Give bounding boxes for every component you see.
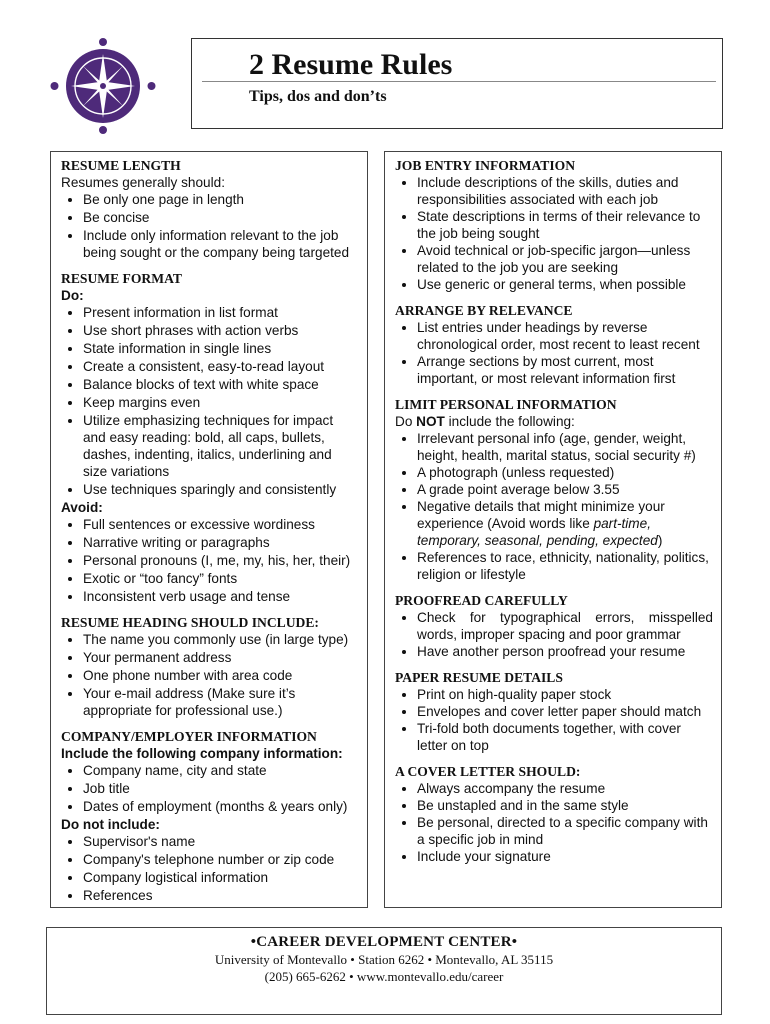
list-item: • Always accompany the resume	[417, 780, 713, 797]
section-resume-length	[61, 157, 359, 261]
list-item: • Arrange sections by most current, most important, or most relevant information first	[417, 353, 713, 387]
right-column	[384, 151, 722, 908]
list-item	[417, 498, 713, 549]
include-label: Include the following company information:	[61, 746, 343, 761]
list-item: • References	[83, 887, 359, 904]
list-item: • Be unstapled and in the same style	[417, 797, 713, 814]
avoid-label: Avoid:	[61, 500, 103, 515]
section-proofread	[395, 592, 713, 660]
bullet-list	[395, 686, 713, 754]
section-cover-letter	[395, 763, 713, 865]
section-title: PROOFREAD CAREFULLY	[395, 593, 568, 608]
list-item: • Use techniques sparingly and consistently	[83, 481, 359, 498]
bullet-list	[395, 319, 713, 387]
list-item: • Be personal, directed to a specific company with a specific job in mind	[417, 814, 713, 848]
list-item: • State information in single lines	[83, 340, 359, 357]
list-item: • Job title	[83, 780, 359, 797]
intro-pre: Do	[395, 414, 417, 429]
list-item: • Company name, city and state	[83, 762, 359, 779]
list-item: • One phone number with area code	[83, 667, 359, 684]
list-item: • Full sentences or excessive wordiness	[83, 516, 359, 533]
list-item: • State descriptions in terms of their relevance to the job being sought	[417, 208, 713, 242]
list-item: • References to race, ethnicity, nationality, politics, religion or lifestyle	[417, 549, 713, 583]
list-item: • Your e-mail address (Make sure it’s appropriate for professional use.)	[83, 685, 359, 719]
list-item: • Have another person proofread your resume	[417, 643, 713, 660]
section-title: RESUME HEADING SHOULD INCLUDE:	[61, 615, 319, 630]
list-item: • Company's telephone number or zip code	[83, 851, 359, 868]
list-item: • Your permanent address	[83, 649, 359, 666]
section-job-entry	[395, 157, 713, 293]
bullet-list	[61, 833, 359, 904]
section-title: LIMIT PERSONAL INFORMATION	[395, 397, 617, 412]
bullet-list	[395, 780, 713, 865]
list-item: • Include your signature	[417, 848, 713, 865]
bullet-list	[61, 191, 359, 261]
list-item: • Utilize emphasizing techniques for impact and easy reading: bold, all caps, bullets, dashes, indenting, italics, underlining and size variations	[83, 412, 359, 480]
list-item: • Supervisor's name	[83, 833, 359, 850]
bullet-list	[61, 762, 359, 815]
compass-logo	[50, 38, 156, 134]
list-item: • Inconsistent verb usage and tense	[83, 588, 359, 605]
section-title: RESUME FORMAT	[61, 271, 182, 286]
list-item: • Include descriptions of the skills, duties and responsibilities associated with each job	[417, 174, 713, 208]
list-item: • Irrelevant personal info (age, gender, weight, height, health, marital status, social security #)	[417, 430, 713, 464]
exclude-label: Do not include:	[61, 817, 160, 832]
section-title: COMPANY/EMPLOYER INFORMATION	[61, 729, 317, 744]
list-item: • Include only information relevant to the job being sought or the company being targeted	[83, 227, 359, 261]
section-title: A COVER LETTER SHOULD:	[395, 764, 581, 779]
list-item: • Exotic or “too fancy” fonts	[83, 570, 359, 587]
section-intro: Resumes generally should:	[61, 175, 225, 190]
list-item: • Personal pronouns (I, me, my, his, her, their)	[83, 552, 359, 569]
bullet-list	[61, 304, 359, 498]
intro-bold: NOT	[416, 414, 445, 429]
bullet-list	[61, 631, 359, 719]
section-arrange-relevance	[395, 302, 713, 387]
left-column	[50, 151, 368, 908]
list-item: • Narrative writing or paragraphs	[83, 534, 359, 551]
page-title: 2 Resume Rules	[249, 48, 453, 81]
title-rule	[202, 81, 716, 82]
list-item: • Create a consistent, easy-to-read layout	[83, 358, 359, 375]
section-company-info	[61, 728, 359, 904]
bullet-list	[61, 516, 359, 605]
list-item: • Use generic or general terms, when possible	[417, 276, 713, 293]
header-box	[191, 38, 723, 129]
do-label: Do:	[61, 288, 84, 303]
list-item: • Avoid technical or job-specific jargon—unless related to the job you are seeking	[417, 242, 713, 276]
list-item: • Present information in list format	[83, 304, 359, 321]
list-item: • Print on high-quality paper stock	[417, 686, 713, 703]
list-item: • Company logistical information	[83, 869, 359, 886]
footer-box	[46, 927, 722, 1015]
list-item: • Use short phrases with action verbs	[83, 322, 359, 339]
list-item: • Be concise	[83, 209, 359, 226]
list-item: • List entries under headings by reverse chronological order, most recent to least recent	[417, 319, 713, 353]
section-title: PAPER RESUME DETAILS	[395, 670, 563, 685]
section-title: JOB ENTRY INFORMATION	[395, 158, 576, 173]
footer-org: •CAREER DEVELOPMENT CENTER•	[250, 934, 518, 950]
bullet-list	[395, 430, 713, 583]
list-item: • A grade point average below 3.55	[417, 481, 713, 498]
section-resume-format	[61, 270, 359, 605]
section-title: ARRANGE BY RELEVANCE	[395, 303, 573, 318]
list-item: • Dates of employment (months & years only)	[83, 798, 359, 815]
list-item: • Envelopes and cover letter paper should match	[417, 703, 713, 720]
bullet-list	[395, 609, 713, 660]
section-title: RESUME LENGTH	[61, 158, 181, 173]
section-resume-heading	[61, 614, 359, 719]
footer-address: University of Montevallo • Station 6262 • Montevallo, AL 35115	[214, 952, 554, 967]
page-subtitle: Tips, dos and don’ts	[249, 88, 387, 105]
bullet-list	[395, 174, 713, 293]
section-limit-personal	[395, 396, 713, 583]
negative-post: )	[657, 533, 663, 548]
list-item: • Be only one page in length	[83, 191, 359, 208]
list-item: • Balance blocks of text with white space	[83, 376, 359, 393]
negative-italic: part-time, temporary, seasonal, pending, expected	[417, 516, 658, 548]
section-intro	[395, 413, 713, 430]
list-item: • The name you commonly use (in large type)	[83, 631, 359, 648]
footer-contact: (205) 665-6262 • www.montevallo.edu/career	[264, 969, 504, 984]
list-item: • Keep margins even	[83, 394, 359, 411]
section-paper-details	[395, 669, 713, 754]
negative-pre: Negative details that might minimize your experience (Avoid words like	[417, 499, 665, 531]
intro-post: include the following:	[444, 414, 575, 429]
list-item: • Tri-fold both documents together, with cover letter on top	[417, 720, 713, 754]
list-item: • A photograph (unless requested)	[417, 464, 713, 481]
list-item: • Check for typographical errors, misspelled words, improper spacing and poor grammar	[417, 609, 713, 643]
